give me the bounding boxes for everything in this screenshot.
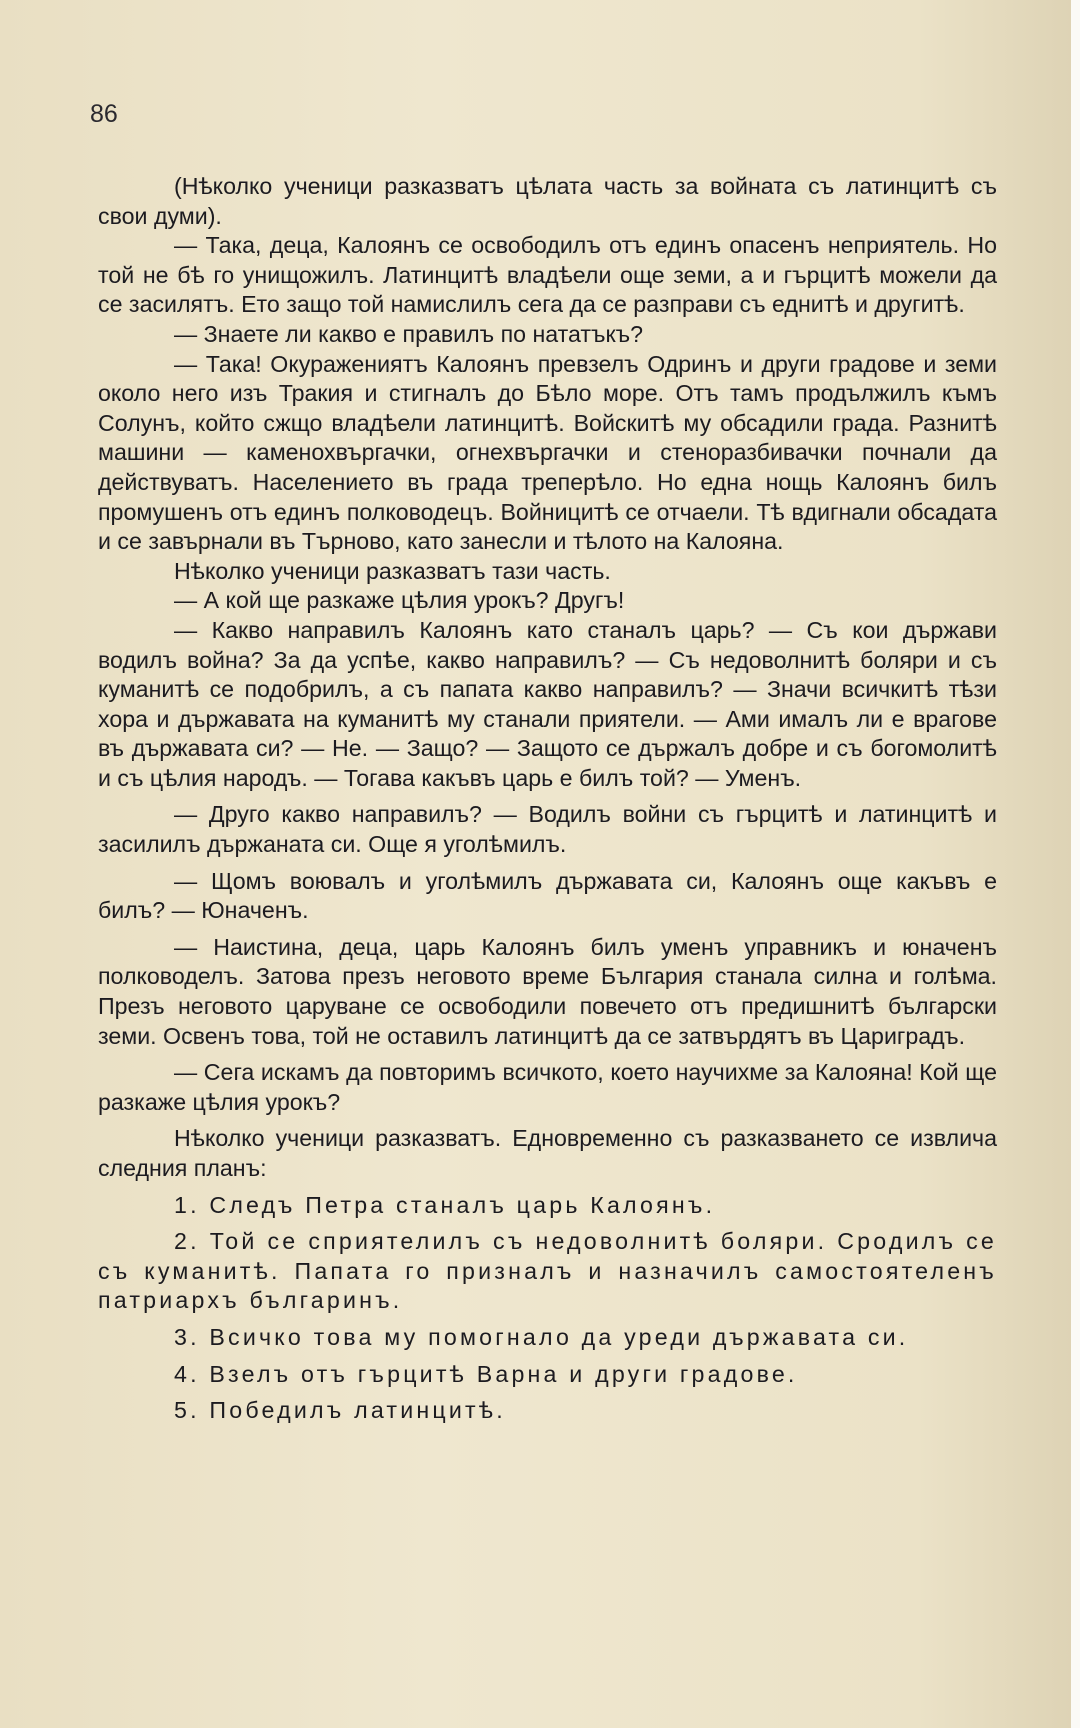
plan-item: 4. Взелъ отъ гърцитѣ Варна и други градове. xyxy=(174,1360,798,1387)
paragraph: — Така, деца, Калоянъ се освободилъ отъ единъ опасенъ неприятель. Но той не бѣ го унищожилъ. Латинцитѣ владѣели още земи, а и гърцитѣ можели да се засилятъ. Ето защо той намислилъ сега да се разправи съ еднитѣ и другитѣ. xyxy=(98,232,997,318)
body-text xyxy=(98,172,997,1426)
page-number: 86 xyxy=(90,100,118,128)
plan-item: 3. Всичко това му помогнало да уреди държавата си. xyxy=(174,1323,909,1350)
plan-item: 5. Победилъ латинцитѣ. xyxy=(174,1397,506,1424)
paragraph: (Нѣколко ученици разказватъ цѣлата часть за войната съ латинцитѣ съ свои думи). xyxy=(98,173,997,229)
plan-item: 2. Той се сприятелилъ съ недоволнитѣ боляри. Сродилъ се съ куманитѣ. Папата го призналъ и назначилъ самостоятеленъ патриархъ българинъ. xyxy=(98,1228,997,1314)
paragraph: — Друго какво направилъ? — Водилъ войни съ гърцитѣ и латинцитѣ и засилилъ държаната си. Още я уголѣмилъ. xyxy=(98,801,997,858)
plan-item: 1. Следъ Петра станалъ царь Калоянъ. xyxy=(174,1191,716,1218)
paragraph: — Наистина, деца, царь Калоянъ билъ уменъ управникъ и юначенъ полководелъ. Затова презъ неговото време България станала силна и голѣма. Презъ неговото царуване се освободили повечето отъ предишнитѣ български земи. Освенъ това, той не оставилъ латинцитѣ да се затвърдятъ въ Цариградъ. xyxy=(98,933,997,1049)
paragraph: — Сега искамъ да повторимъ всичкото, което научихме за Калояна! Кой ще разкаже цѣлия урокъ? xyxy=(98,1059,997,1115)
paragraph: — Щомъ воювалъ и уголѣмилъ държавата си, Калоянъ още какъвъ е билъ? — Юначенъ. xyxy=(98,867,997,924)
paragraph: — Какво направилъ Калоянъ като станалъ царь? — Съ кои държави водилъ война? За да успѣе, какво направилъ? — Съ недоволнитѣ боляри и съ куманитѣ се подобрилъ, а съ папата какво направилъ? — Значи всичкитѣ тѣзи хора и държавата на куманитѣ му станали приятели. — Ами ималъ ли е врагове въ държавата си? — Не. — Защо? — Защото се държалъ добре и съ богомолитѣ и съ цѣлия народъ. — Тогава какъвъ царь е билъ той? — Уменъ. xyxy=(98,616,997,791)
paragraph: Нѣколко ученици разказватъ тази часть. xyxy=(174,557,611,584)
page-edge xyxy=(1071,0,1080,1728)
paragraph: Нѣколко ученици разказватъ. Едновременно съ разказването се извлича следния планъ: xyxy=(98,1125,997,1181)
paragraph: — Знаете ли какво е правилъ по нататъкъ? xyxy=(174,320,644,347)
paragraph: — Така! Окуражениятъ Калоянъ превзелъ Одринъ и други градове и земи около него изъ Тракия и стигналъ до Бѣло море. Отъ тамъ продължилъ къмъ Солунъ, който сжщо владѣели латинцитѣ. Войскитѣ му обсадили града. Разнитѣ машини — каменохвъргачки, огнехвъргачки и стеноразбивачки почнали да действуватъ. Населението въ града треперѣло. Но една нощь Калоянъ билъ промушенъ отъ единъ полководецъ. Войницитѣ се отчаели. Тѣ вдигнали обсадата и се завърнали въ Търново, като занесли и тѣлото на Калояна. xyxy=(98,350,997,555)
paragraph: — А кой ще разкаже цѣлия урокъ? Другъ! xyxy=(174,587,625,614)
